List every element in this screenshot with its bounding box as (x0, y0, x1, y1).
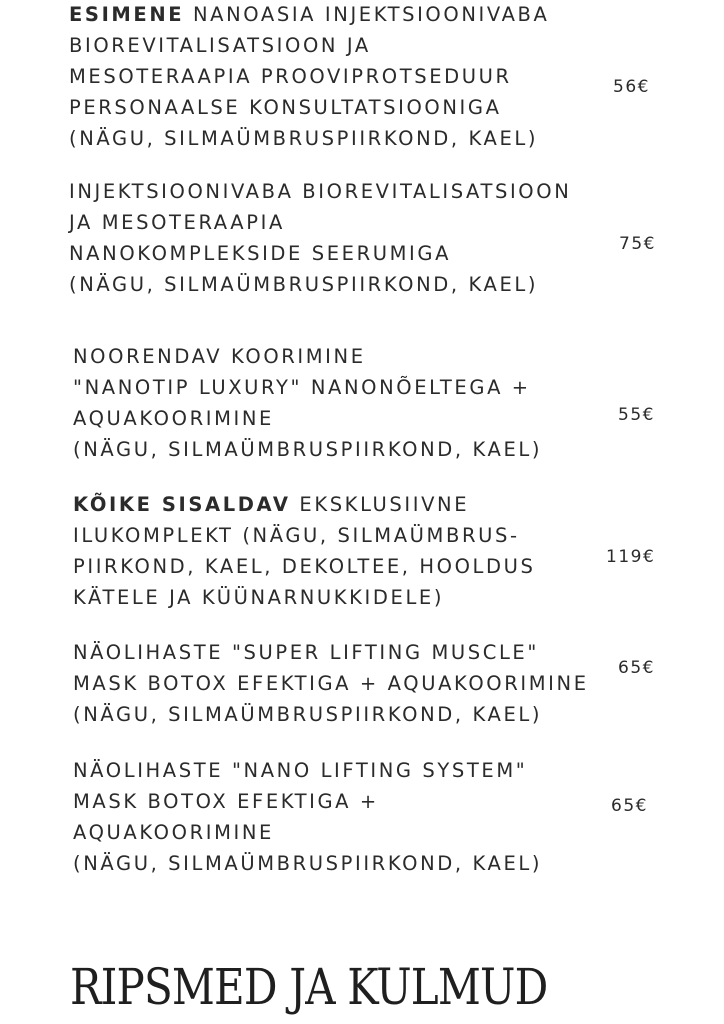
service-item-2-line-4: (NÄGU, SILMAÜMBRUSPIIRKOND, KAEL) (69, 273, 539, 296)
service-item-1-line-5: (NÄGU, SILMAÜMBRUSPIIRKOND, KAEL) (69, 127, 539, 150)
service-item-4-bold: KÕIKE SISALDAV (73, 493, 291, 516)
service-item-4-description (73, 489, 535, 613)
service-item-5-line-1: NÄOLIHASTE "SUPER LIFTING MUSCLE" (73, 641, 539, 664)
service-item-3-price: 55€ (618, 405, 655, 425)
service-item-6-price: 65€ (611, 796, 648, 816)
service-item-3-description (73, 341, 542, 465)
service-item-3-line-1: NOORENDAV KOORIMINE (73, 345, 366, 368)
service-item-2-line-3: NANOKOMPLEKSIDE SEERUMIGA (69, 242, 452, 265)
service-item-5-line-2: MASK BOTOX EFEKTIGA + AQUAKOORIMINE (73, 672, 589, 695)
service-item-3-line-2: "NANOTIP LUXURY" NANONÕELTEGA + (73, 376, 531, 399)
service-item-5-line-3: (NÄGU, SILMAÜMBRUSPIIRKOND, KAEL) (73, 703, 543, 726)
service-item-6-line-1: NÄOLIHASTE "NANO LIFTING SYSTEM" (73, 759, 528, 782)
service-item-1-line-1: ESIMENE NANOASIA INJEKTSIOONIVABA (69, 3, 550, 26)
service-item-1-description (69, 0, 549, 154)
service-item-1-price: 56€ (613, 77, 650, 97)
service-item-6-line-2: MASK BOTOX EFEKTIGA + (73, 790, 379, 813)
service-item-6-line-3: AQUAKOORIMINE (73, 821, 274, 844)
service-item-6-description (73, 755, 542, 879)
service-item-2-line-2: JA MESOTERAAPIA (69, 211, 285, 234)
service-item-2-line-1: INJEKTSIOONIVABA BIOREVITALISATSIOON (69, 180, 572, 203)
service-item-5-description (73, 637, 589, 730)
service-item-1-line-2: BIOREVITALISATSIOON JA (69, 34, 371, 57)
section-title: RIPSMED JA KULMUD (70, 958, 548, 1016)
service-item-2-description (69, 176, 571, 300)
service-item-4-line-2: ILUKOMPLEKT (NÄGU, SILMAÜMBRUS- (73, 524, 520, 547)
service-item-1-line-3: MESOTERAAPIA PROOVIPROTSEDUUR (69, 65, 512, 88)
service-item-6-line-4: (NÄGU, SILMAÜMBRUSPIIRKOND, KAEL) (73, 852, 543, 875)
service-item-2-price: 75€ (619, 234, 656, 254)
service-item-4-line-4: KÄTELE JA KÜÜNARNUKKIDELE) (73, 586, 445, 609)
service-item-1-bold: ESIMENE (69, 3, 185, 26)
service-item-1-line-4: PERSONAALSE KONSULTATSIOONIGA (69, 96, 502, 119)
service-item-4-line-3: PIIRKOND, KAEL, DEKOLTEE, HOOLDUS (73, 555, 536, 578)
service-item-4-price: 119€ (606, 547, 656, 567)
service-item-3-line-4: (NÄGU, SILMAÜMBRUSPIIRKOND, KAEL) (73, 438, 543, 461)
service-item-4-line-1: KÕIKE SISALDAV EKSKLUSIIVNE (73, 493, 470, 516)
service-item-5-price: 65€ (618, 658, 655, 678)
service-item-3-line-3: AQUAKOORIMINE (73, 407, 274, 430)
